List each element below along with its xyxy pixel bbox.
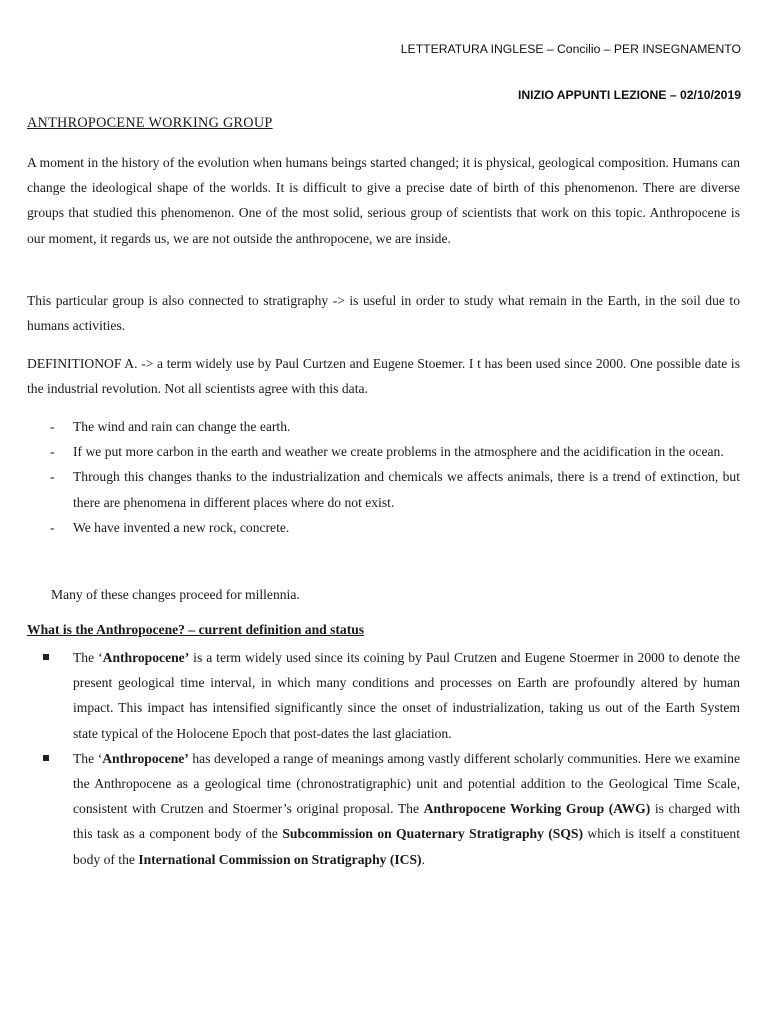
list-item — [0, 515, 740, 540]
term-awg: Anthropocene Working Group (AWG) — [423, 801, 651, 817]
square-bullet-icon — [43, 654, 49, 660]
list-item — [0, 439, 740, 464]
stratigraphy-paragraph: This particular group is also connected to stratigraphy -> is useful in order to study what remain in the Earth, in the soil due to humans activities. — [27, 293, 740, 334]
term-anthropocene: Anthropocene’ — [102, 750, 189, 766]
term-anthropocene: Anthropocene’ — [102, 650, 190, 665]
square-bullet-list — [0, 645, 740, 872]
list-item — [0, 414, 740, 439]
closing-line: Many of these changes proceed for millennia. — [51, 587, 300, 602]
square-bullet-icon — [43, 755, 49, 761]
lesson-date-header: INIZIO APPUNTI LEZIONE – 02/10/2019 — [517, 88, 741, 102]
dash-marker: - — [50, 469, 55, 485]
intro-paragraph: A moment in the history of the evolution when humans beings started changed; it is physical, geological composition. Humans can change the ideological shape of the worlds. It is difficult to give a precise date of birth of this phenomenon. There are diverse groups that studied this phenomenon. One of the most solid, serious group of scientists that work on this topic. Anthropocene is our moment, it regards us, we are not outside the anthropocene, we are inside. — [27, 155, 740, 246]
dash-list — [0, 414, 740, 540]
dash-marker: - — [50, 419, 55, 434]
list-item: The ‘Anthropocene’ is a term widely used since its coining by Paul Crutzen and Eugene Stoermer in 2000 to denote the present geological time interval, in which many conditions and processes on Earth are profoundly altered by human impact. This impact has intensified significantly since the onset of industrialization, taking us out of the Earth System state typical of the Holocene Epoch that post-dates the last glaciation. — [0, 645, 740, 746]
list-item-text: If we put more carbon in the earth and weather we create problems in the atmosphere and the acidification in the ocean. — [73, 444, 724, 460]
dash-marker: - — [50, 519, 55, 535]
course-header: LETTERATURA INGLESE – Concilio – PER INSEGNAMENTO — [400, 42, 741, 56]
list-item — [0, 464, 740, 514]
term-ics: International Commission on Stratigraphy (ICS) — [138, 851, 422, 867]
definition-paragraph: DEFINITIONOF A. -> a term widely use by Paul Curtzen and Eugene Stoemer. I t has been used since 2000. One possible date is the industrial revolution. Not all scientists agree with this data. — [27, 356, 740, 397]
list-item-text: Through this changes thanks to the industrialization and chemicals we affects animals, there is a trend of extinction, but there are phenomena in different places where do not exist. — [73, 469, 740, 510]
list-item-text: The wind and rain can change the earth. — [73, 419, 291, 434]
list-item-text: We have invented a new rock, concrete. — [73, 519, 290, 535]
section-heading: What is the Anthropocene? – current definition and status — [27, 622, 365, 637]
dash-marker: - — [50, 444, 55, 460]
page-title: ANTHROPOCENE WORKING GROUP — [27, 115, 273, 131]
list-item: The ‘Anthropocene’ has developed a range of meanings among vastly different scholarly communities. Here we examine the Anthropocene as a geological time (chronostratigraphic) unit and potential addition to the Geological Time Scale, consistent with Crutzen and Stoermer’s original proposal. The Anthropocene Working Group (AWG) is charged with this task as a component body of the Subcommission on Quaternary Stratigraphy (SQS) which is itself a constituent body of the International Commission on Stratigraphy (ICS). — [0, 746, 740, 872]
term-sqs: Subcommission on Quaternary Stratigraphy (SQS) — [282, 826, 584, 842]
